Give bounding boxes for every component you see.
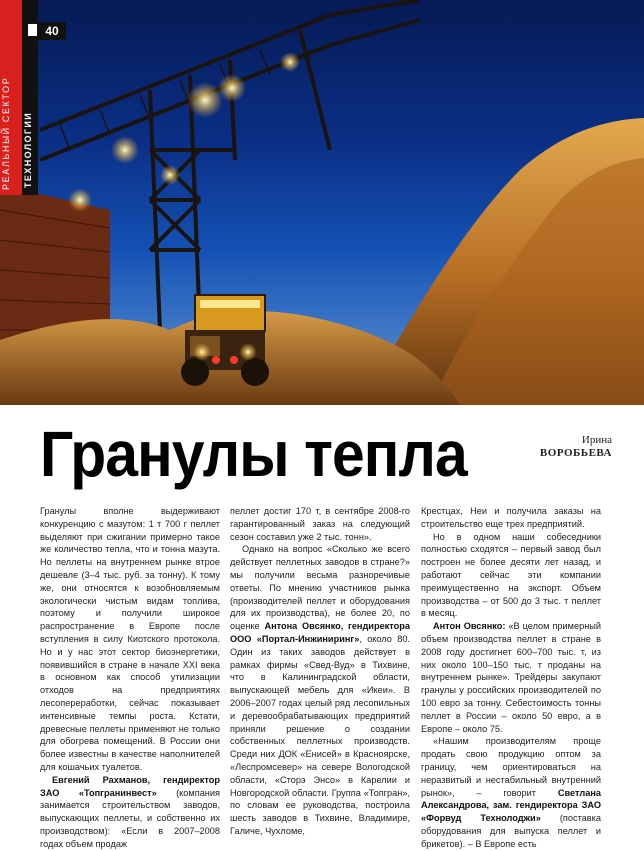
speaker-name: Светлана Александрова, зам. гендиректора ЗАО «Форвуд Технолоджи»	[421, 787, 601, 824]
paragraph-text: «Нашим производителям проще продать свою продукцию оптом за границу, чем ориентироваться на неразвитый и нестабильный внутренний рынок», – говорит	[421, 736, 601, 798]
paragraph: пеллет достиг 170 т, в сентябре 2008-го гарантированный заказ на следующий сезон составил уже 2 тыс. тонн».	[230, 506, 410, 542]
paragraph-text: «В целом примерный объем производства пеллет в стране в 2008 году достигнет 600–700 тыс. т, из них около 100–150 тыс. т проданы на внутреннем рынке». Трейдеры закупают гранулы у российских производителей по 100 евро за тонну. Себестоимость тонны пеллет в России – около 50 евро, а в Европе – около 75.	[421, 621, 602, 734]
speaker-name: Евгений Рахманов, гендиректор ЗАО «Топгранинвест»	[40, 774, 220, 798]
speaker-name: Антон Овсянко:	[433, 621, 506, 632]
author-first-name: Ирина	[581, 434, 612, 446]
section-subrubric: ТЕХНОЛОГИИ	[23, 111, 33, 188]
paragraph: Гранулы вполне выдерживают конкуренцию с мазутом: 1 т 700 г пеллет выделяют при сжигании примерно такое же количество тепла, что и тонна мазута. Но пеллеты на внутреннем рынке втрое дешевле (3–4 тыс. руб. за тонну). К тому же, они относятся к возобновляемым экологически чистым видам топлива, поэтому и получили широкое распространение в Европе после вступления в силу Киотского протокола. Но и у нас этот сектор биоэнергетики, появившийся в стране в начале XXI века в основном как способ утилизации отходов на предприятиях лесопереработки, сейчас показывает интенсивные темпы роста. Кстати, древесные пеллеты применяют не только для обогрева помещений. В России они более известны в качестве наполнителей для кошачьих туалетов.	[40, 506, 220, 772]
page-number: 40	[38, 22, 66, 40]
page-number-marker	[28, 24, 37, 36]
paragraph: Но в одном наши собеседники полностью сходятся – первый завод был построен не более десяти лет назад, и работают сейчас эти компании преимущественно на экспорт. Объем производства – от 500 до 3 тыс. т пеллет в месяц.	[421, 531, 601, 619]
article-photo	[0, 0, 644, 405]
paragraph-text: , около 80. Один из таких заводов действует в рамках фирмы «Свед-Вуд» в Тихвине, что в Калининградской области, выпускающей мебель для «Икеи». В 2006–2007 годах целый ряд лесопильных и деревообрабатывающих предприятий приняли решение о создании собственных пеллетных производств. Среди них ДОК «Енисей» в Красноярске, «Леспромсевер» на севере Вологодской области, «Сторэ Энсо» в Карелии и Новгородской области. Группа «Топгран», по словам ее руководства, построила шесть заводов в Тихвине, Владимире, Галиче, Чухломе,	[230, 633, 410, 836]
text-column-2	[230, 505, 410, 838]
paragraph-text: Однако на вопрос «Сколько же всего действует пеллетных заводов в стране?» мы получили весьма разноречивые ответы. По мнению участников рынка (производителей пеллет и оборудования для их производства), не более 20, по оценке	[230, 544, 410, 632]
section-rubric: РЕАЛЬНЫЙ СЕКТОР	[1, 76, 11, 190]
article-author	[540, 434, 612, 460]
paragraph	[40, 774, 220, 851]
paragraph: Крестцах, Неи и получила заказы на строительство еще трех предприятий.	[421, 506, 601, 529]
paragraph	[421, 735, 601, 850]
industrial-photo-icon	[0, 0, 644, 405]
paragraph-text: (компания занимается строительством заводов, выпускающих пеллеты, и собственно их производством): «Если в 2007–2008 годах объем продаж	[40, 787, 220, 849]
paragraph	[421, 620, 601, 735]
text-column-3	[421, 505, 601, 851]
paragraph-text: (поставка оборудования для выпуска пеллет и брикетов). – В Европе есть	[421, 813, 602, 849]
text-column-1	[40, 505, 220, 851]
paragraph	[230, 543, 410, 837]
author-last-name: ВОРОБЬЕВА	[539, 447, 612, 459]
speaker-name: Антона Овсянко, гендиректора ООО «Портал-Инжиниринг»	[230, 621, 410, 644]
article-title: Гранулы тепла	[40, 418, 467, 490]
